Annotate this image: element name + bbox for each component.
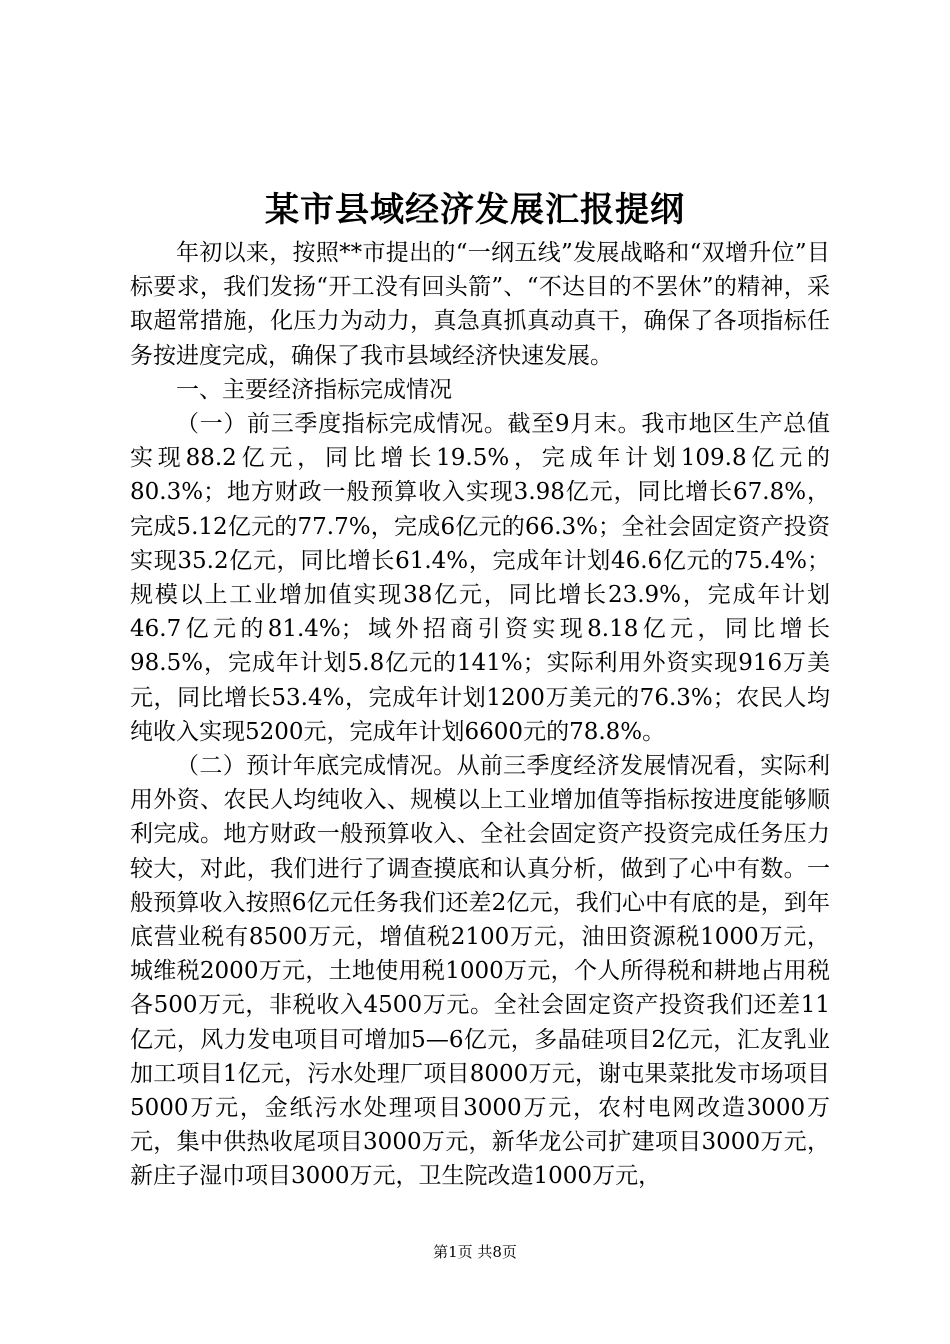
- q3-indicators-paragraph: （一）前三季度指标完成情况。截至9月末。我市地区生产总值实现88.2亿元，同比增长19.5%，完成年计划109.8亿元的80.3%；地方财政一般预算收入实现3.98亿元，同比增长67.8%，完成5.12亿元的77.7%，完成6亿元的66.3%；全社会固定资产投资实现35.2亿元，同比增长61.4%，完成年计划46.6亿元的75.4%；规模以上工业增加值实现38亿元，同比增长23.9%，完成年计划46.7亿元的81.4%；域外招商引资实现8.18亿元，同比增长98.5%，完成年计划5.8亿元的141%；实际利用外资实现916万美元，同比增长53.4%，完成年计划1200万美元的76.3%；农民人均纯收入实现5200元，完成年计划6600元的78.8%。: [130, 411, 830, 745]
- document-title: 某市县域经济发展汇报提纲: [265, 190, 685, 230]
- document-body: [130, 236, 830, 1194]
- intro-paragraph: 年初以来，按照**市提出的“一纲五线”发展战略和“双增升位”目标要求，我们发扬“开工没有回头箭”、“不达目的不罢休”的精神，采取超常措施，化压力为动力，真急真抓真动真干，确保了各项指标任务按进度完成，确保了我市县域经济快速发展。: [130, 240, 830, 369]
- page-number-footer: 第1页 共8页: [433, 1243, 517, 1261]
- section-heading: 一、主要经济指标完成情况: [176, 376, 452, 403]
- year-end-forecast-paragraph: （二）预计年底完成情况。从前三季度经济发展情况看，实际利用外资、农民人均纯收入、规模以上工业增加值等指标按进度能够顺利完成。地方财政一般预算收入、全社会固定资产投资完成任务压力较大，对此，我们进行了调查摸底和认真分析，做到了心中有数。一般预算收入按照6亿元任务我们还差2亿元，我们心中有底的是，到年底营业税有8500万元，增值税2100万元，油田资源税1000万元，城维税2000万元，土地使用税1000万元，个人所得税和耕地占用税各500万元，非税收入4500万元。全社会固定资产投资我们还差11亿元，风力发电项目可增加5—6亿元，多晶硅项目2亿元，汇友乳业加工项目1亿元，污水处理厂项目8000万元，谢屯果菜批发市场项目5000万元，金纸污水处理项目3000万元，农村电网改造3000万元，集中供热收尾项目3000万元，新华龙公司扩建项目3000万元，新庄子湿巾项目3000万元，卫生院改造1000万元，: [130, 753, 830, 1190]
